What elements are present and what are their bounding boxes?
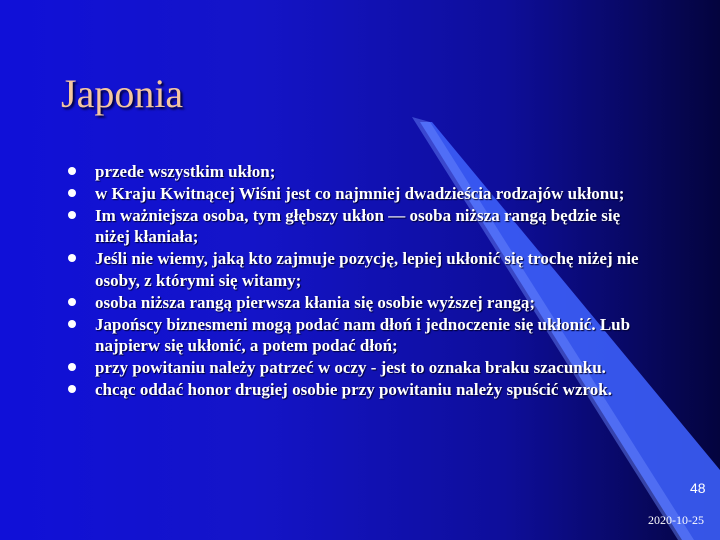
bullet-icon [68, 254, 76, 262]
date-label: 2020-10-25 [648, 513, 704, 527]
bullet-item [68, 183, 652, 205]
bullet-icon [68, 320, 76, 328]
bullet-text: przede wszystkim ukłon; [95, 162, 276, 181]
bullet-icon [68, 189, 76, 197]
bullet-item [68, 314, 652, 358]
bullet-icon [68, 385, 76, 393]
bullet-icon [68, 167, 76, 175]
bullet-icon [68, 298, 76, 306]
bullet-item [68, 357, 652, 379]
bullet-text: osoba niższa rangą pierwsza kłania się osobie wyższej rangą; [95, 292, 536, 312]
bullet-text: chcąc oddać honor drugiej osobie przy powitaniu należy spuścić wzrok. [95, 379, 612, 399]
bullet-item [68, 292, 652, 314]
bullet-text: w Kraju Kwitnącej Wiśni jest co najmniej dwadzieścia rodzajów ukłonu; [95, 183, 625, 203]
bullet-item [68, 205, 652, 249]
bullet-icon [68, 211, 76, 219]
bullet-text: Im ważniejsza osoba, tym głębszy ukłon — osoba niższa rangą będzie się niżej kłaniała; [95, 205, 621, 247]
bullet-icon [68, 363, 76, 371]
page-number: 48 [690, 480, 706, 496]
bullet-item [68, 161, 652, 183]
slide-title: Japonia [61, 71, 184, 116]
bullet-item [68, 248, 652, 292]
bullet-item [68, 379, 652, 401]
bullet-text: Jeśli nie wiemy, jaką kto zajmuje pozycję, lepiej ukłonić się trochę niżej nie osoby, z którymi się witamy; [95, 249, 639, 290]
bullet-text: Japońscy biznesmeni mogą podać nam dłoń i jednoczenie się ukłonić. Lub najpierw się ukłonić, a potem podać dłoń; [95, 314, 631, 356]
bullet-text: przy powitaniu należy patrzeć w oczy - jest to oznaka braku szacunku. [95, 358, 606, 378]
bullet-list [68, 161, 652, 401]
